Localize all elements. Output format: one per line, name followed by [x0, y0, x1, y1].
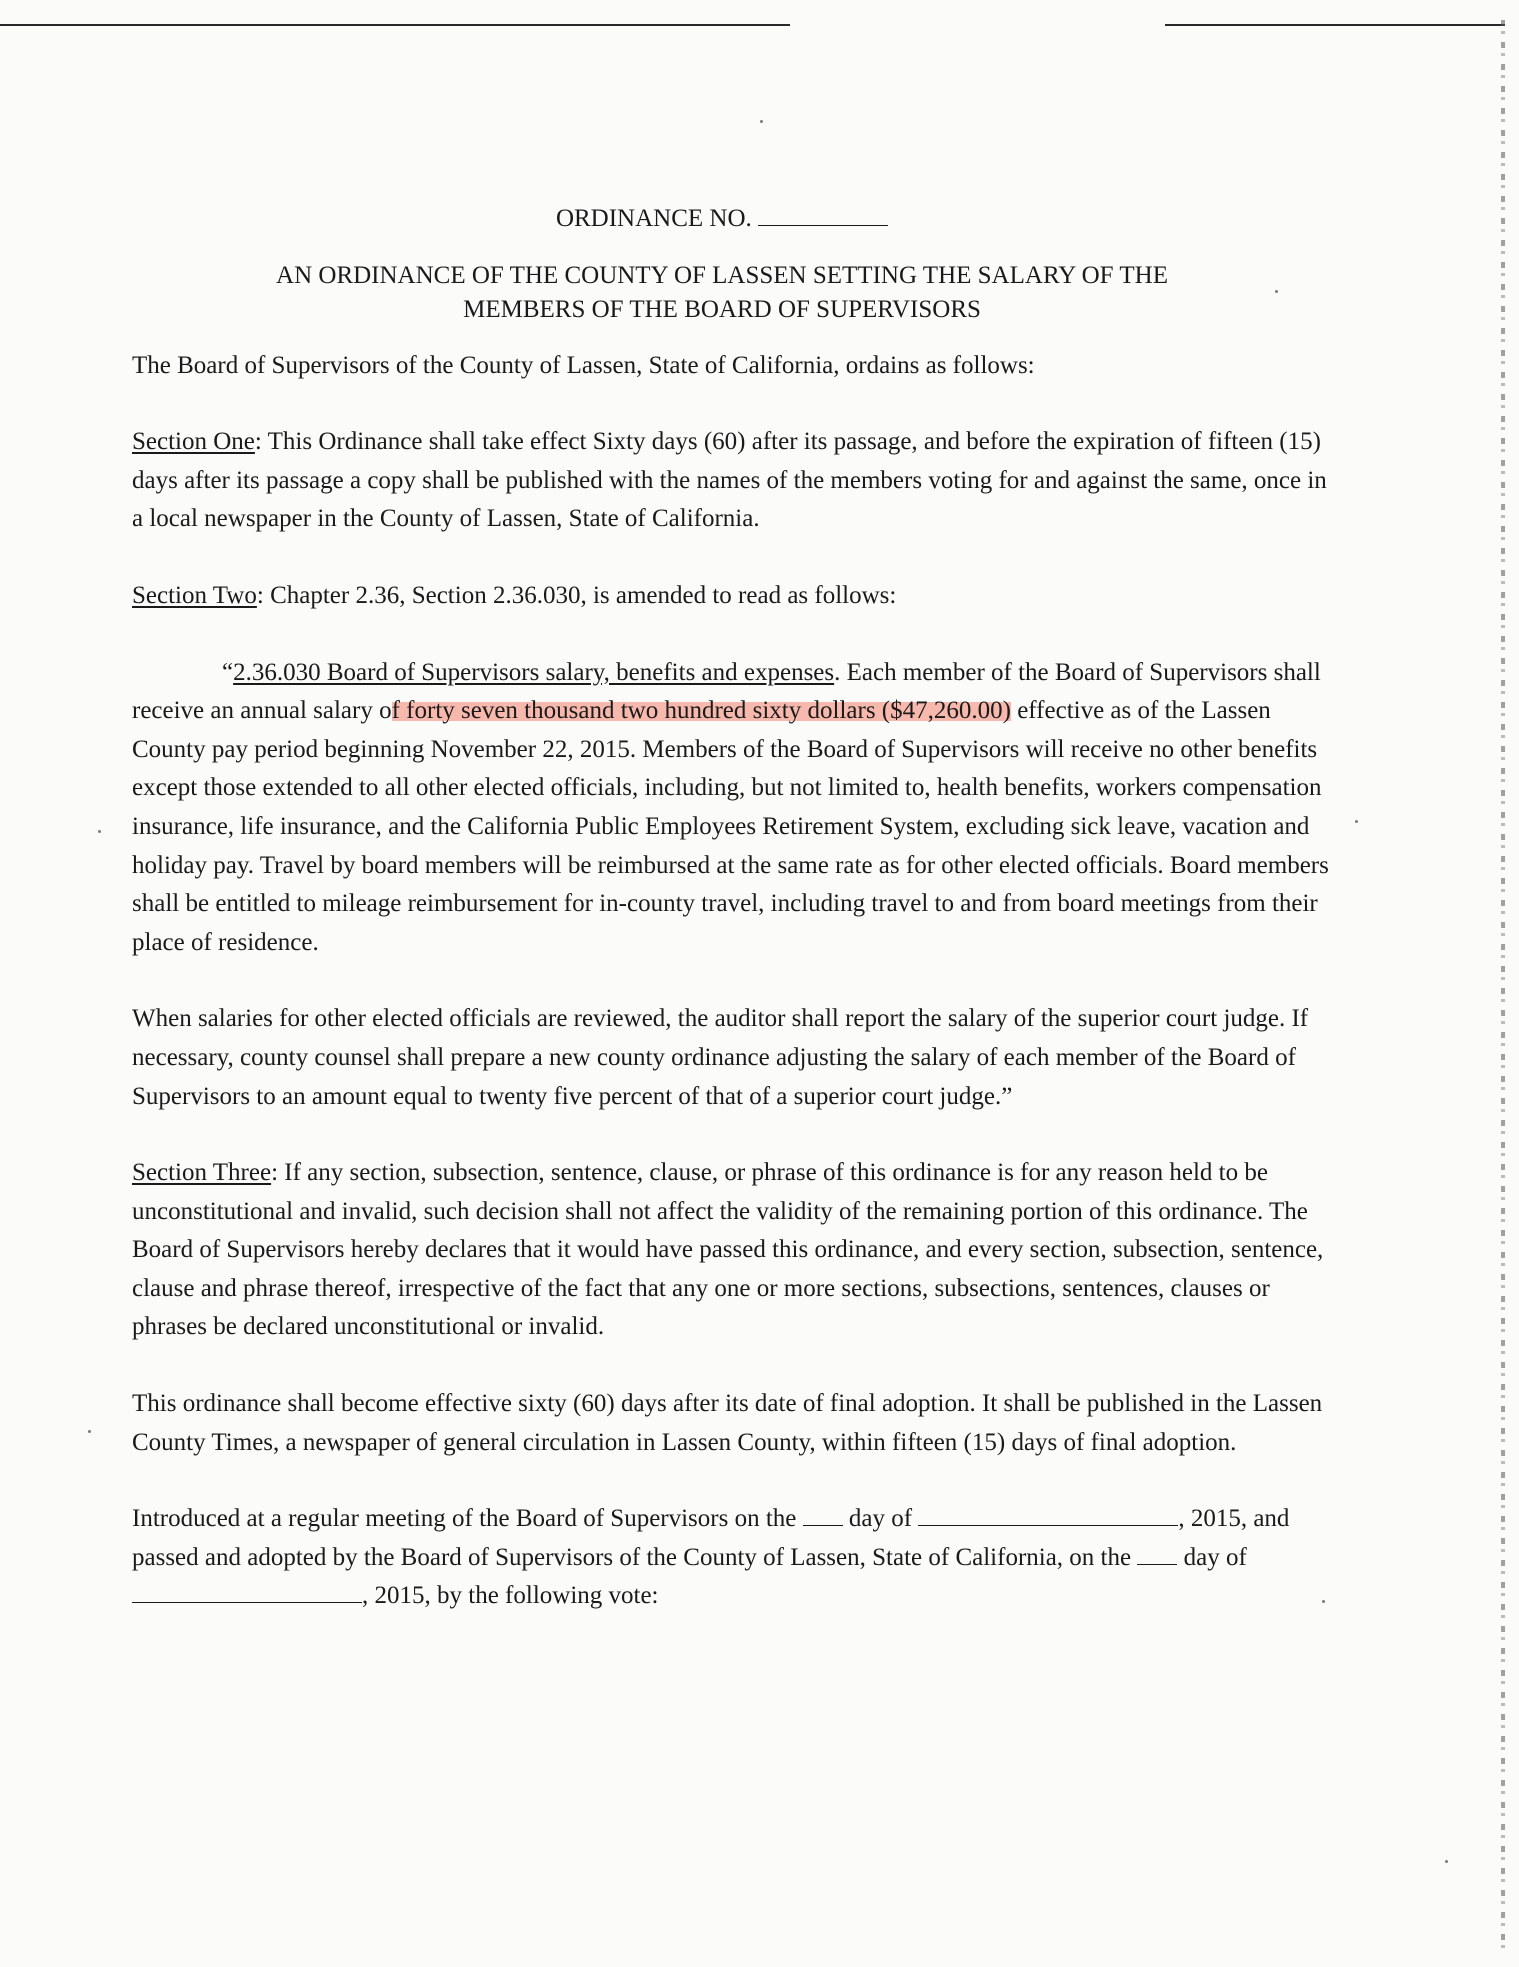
scan-dot: [1355, 820, 1358, 823]
ordinance-title: [132, 200, 1332, 239]
section-two-text: : Chapter 2.36, Section 2.36.030, is amended to read as follows:: [256, 581, 897, 609]
judge-salary-paragraph: When salaries for other elected officials are reviewed, the auditor shall report the salary of the superior court judge. If necessary, county counsel shall prepare a new county ordinance adjusting the salary of each member of the Board of Supervisors to an amount equal to twenty five percent of that of a superior court judge.”: [132, 1005, 1309, 1110]
amended-section-paragraph: [132, 654, 1332, 963]
scan-dot: [88, 1430, 91, 1433]
effective-date-paragraph: This ordinance shall become effective sixty (60) days after its date of final adoption. It shall be published in the Lassen County Times, a newspaper of general circulation in Lassen County, within fifteen (15) days of final adoption.: [132, 1390, 1323, 1456]
adoption-text-3: , 2015, and passed and adopted by the Board of Supervisors of the County of Lassen, State of California, on the: [132, 1505, 1290, 1571]
section-three-heading: Section Three: [132, 1159, 272, 1187]
adoption-text-1: Introduced at a regular meeting of the Board of Supervisors on the: [132, 1505, 803, 1533]
scan-right-edge: [1501, 20, 1505, 1950]
ordinance-number-blank: [758, 203, 888, 226]
section-three: [132, 1154, 1332, 1347]
subtitle-line-2: MEMBERS OF THE BOARD OF SUPERVISORS: [463, 295, 981, 323]
adopted-day-blank: [1137, 1542, 1177, 1565]
ordinance-subtitle: [132, 259, 1332, 327]
salary-highlight: f forty seven thousand two hundred sixty dollars ($47,260.00): [391, 697, 1011, 725]
adoption-text-5: , 2015, by the following vote:: [362, 1582, 659, 1610]
section-two: [132, 577, 1332, 616]
section-one: [132, 423, 1332, 539]
open-quote: “: [222, 658, 234, 686]
introduced-day-blank: [803, 1503, 843, 1526]
intro-paragraph: The Board of Supervisors of the County of Lassen, State of California, ordains as follows:: [132, 351, 1035, 379]
section-two-heading: Section Two: [132, 581, 257, 609]
amended-text-post: effective as of the Lassen County pay period beginning November 22, 2015. Members of the Board of Supervisors will receive no other benefits except those extended to all other elected officials, including, but not limited to, health benefits, workers compensation insurance, life insurance, and the California Public Employees Retirement System, excluding sick leave, vacation and holiday pay. Travel by board members will be reimbursed at the same rate as for other elected officials. Board members shall be entitled to mileage reimbursement for in-county travel, including travel to and from board meetings from their place of residence.: [132, 697, 1329, 956]
adoption-text-4: day of: [1177, 1543, 1247, 1571]
introduced-month-blank: [918, 1503, 1178, 1526]
adopted-month-blank: [132, 1580, 362, 1603]
scan-dot: [1445, 1860, 1448, 1863]
scan-top-line-right: [1165, 24, 1505, 26]
scan-dot: [760, 120, 763, 123]
ordinance-document: [132, 200, 1332, 1654]
ordinance-title-label: ORDINANCE NO.: [555, 205, 752, 232]
section-one-text: : This Ordinance shall take effect Sixty days (60) after its passage, and before the expiration of fifteen (15) days after its passage a copy shall be published with the names of the members voting for and against the same, once in a local newspaper in the County of Lassen, State of California.: [132, 428, 1327, 533]
section-one-heading: Section One: [132, 428, 255, 456]
scan-dot: [98, 830, 101, 833]
section-three-text: : If any section, subsection, sentence, clause, or phrase of this ordinance is for any reason held to be unconstitutional and invalid, such decision shall not affect the validity of the remaining portion of this ordinance. The Board of Supervisors hereby declares that it would have passed this ordinance, and every section, subsection, sentence, clause and phrase thereof, irrespective of the fact that any one or more sections, subsections, sentences, clauses or phrases be declared unconstitutional or invalid.: [132, 1159, 1324, 1341]
adoption-text-2: day of: [842, 1505, 919, 1533]
scan-top-line-left: [0, 24, 790, 26]
subtitle-line-1: AN ORDINANCE OF THE COUNTY OF LASSEN SETTING THE SALARY OF THE: [276, 261, 1168, 289]
amended-text-pre: . Each member of the Board of Supervisors shall receive an annual salary o: [132, 658, 1321, 725]
adoption-paragraph: [132, 1500, 1332, 1616]
amended-section-heading: 2.36.030 Board of Supervisors salary, benefits and expenses: [233, 658, 835, 686]
